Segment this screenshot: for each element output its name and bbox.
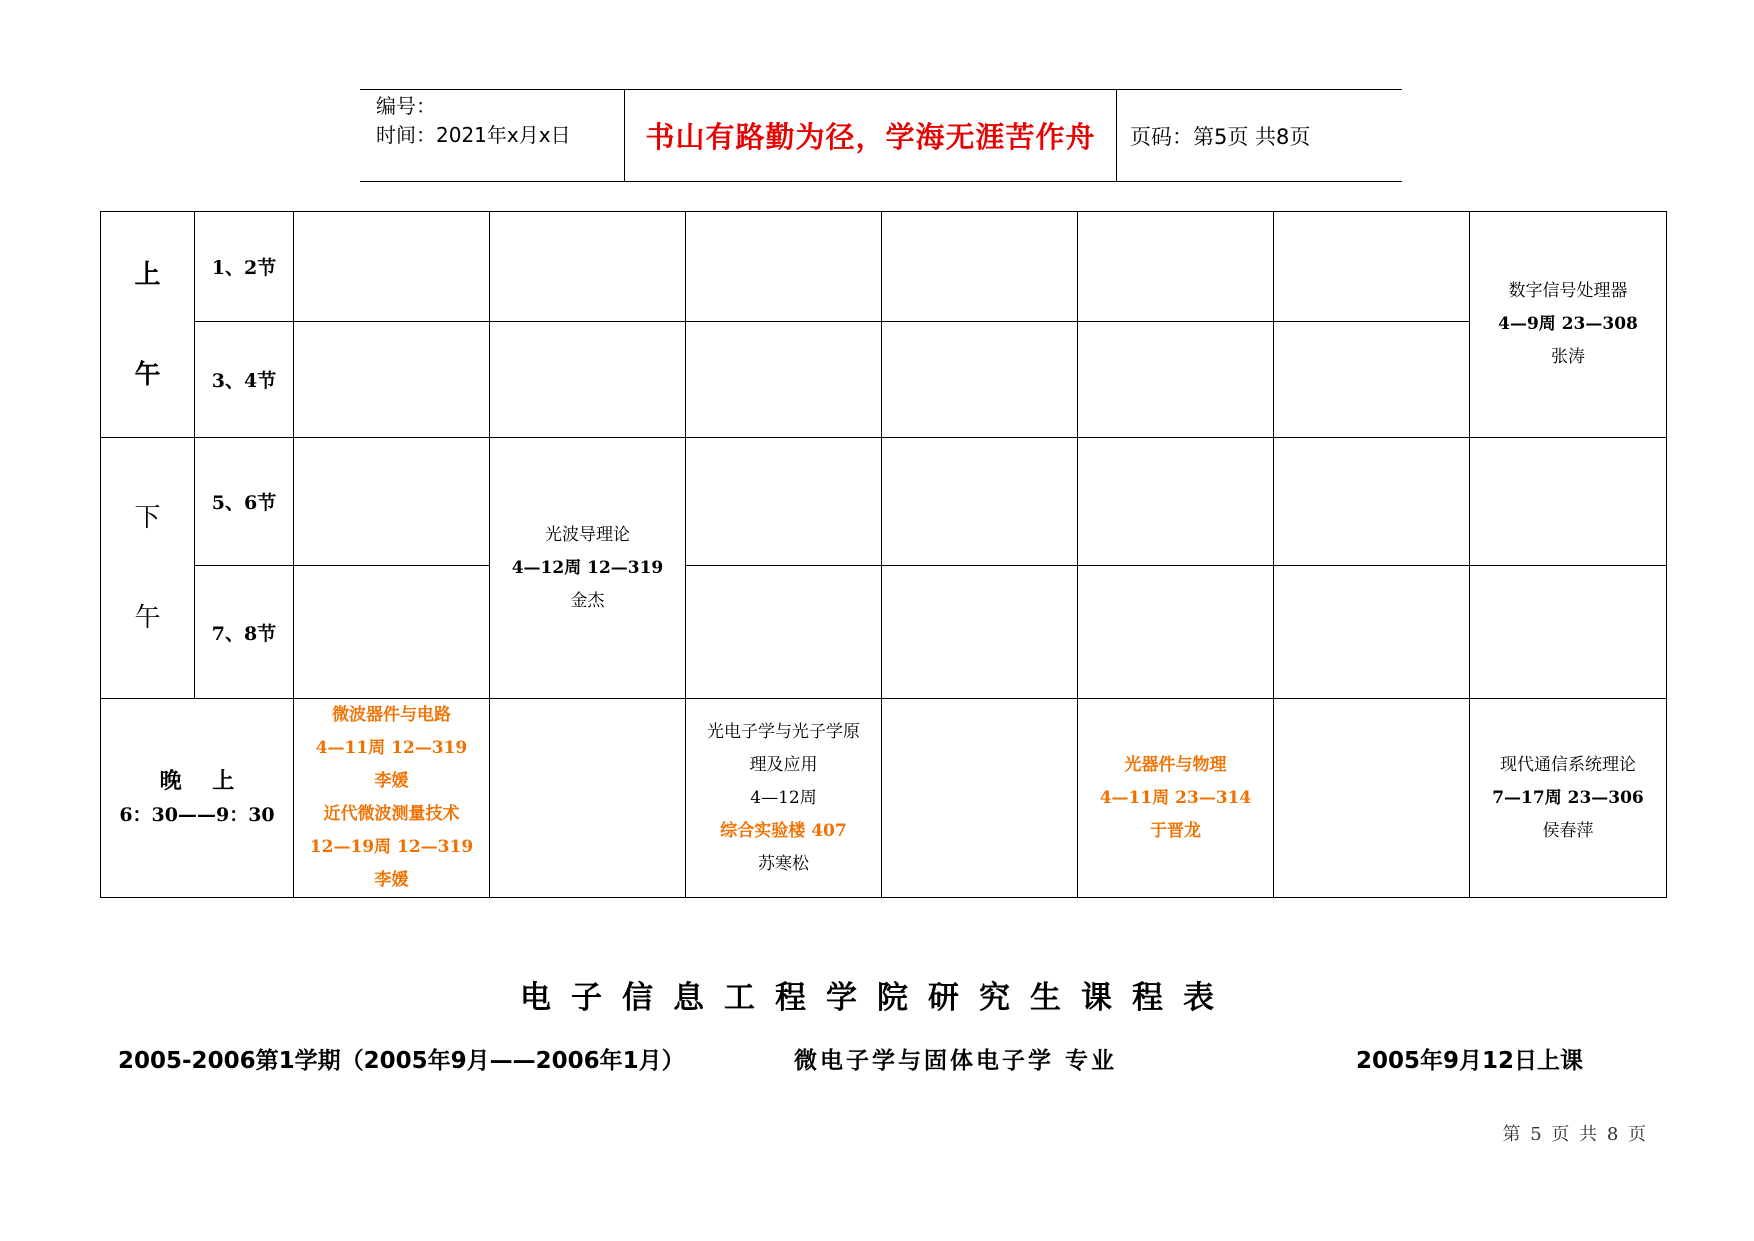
page-label: 页码：第5页 共8页 [1130, 124, 1311, 149]
cell [882, 322, 1078, 438]
cell [882, 212, 1078, 322]
cell [1078, 322, 1274, 438]
time-label: 时间：2021年x月x日 [376, 123, 571, 147]
morning-label: 上 午 [101, 212, 195, 438]
motto: 书山有路勤为径，学海无涯苦作舟 [625, 90, 1117, 181]
cell [1274, 212, 1470, 322]
course-photonics: 光电子学与光子学原 理及应用 4—12周 综合实验楼 407 苏寒松 [686, 699, 882, 898]
cell [1078, 212, 1274, 322]
slot-5-6: 5、6节 [195, 438, 294, 566]
cell [882, 566, 1078, 699]
cell [490, 322, 686, 438]
slot-3-4: 3、4节 [195, 322, 294, 438]
cell [1078, 438, 1274, 566]
slot-1-2: 1、2节 [195, 212, 294, 322]
semester-label: 2005-2006第1学期（2005年9月——2006年1月） [118, 1048, 685, 1074]
cell [1274, 322, 1470, 438]
evening-label: 晚 上 6：30——9：30 [101, 699, 294, 898]
schedule-table [100, 211, 1667, 898]
table-row [101, 438, 1667, 566]
table-row [101, 212, 1667, 322]
cell [1078, 566, 1274, 699]
course-optical-wave: 光波导理论 4—12周 12—319 金杰 [490, 438, 686, 699]
cell [1274, 699, 1470, 898]
cell [490, 212, 686, 322]
cell [686, 212, 882, 322]
page-footer: 第 5 页 共 8 页 [1502, 1124, 1648, 1145]
course-dsp: 数字信号处理器 4—9周 23—308 张涛 [1470, 212, 1667, 438]
cell [1274, 438, 1470, 566]
cell [686, 322, 882, 438]
cell [686, 438, 882, 566]
table-row [101, 566, 1667, 699]
cell [1470, 566, 1667, 699]
number-label: 编号： [376, 94, 436, 118]
course-comm: 现代通信系统理论 7—17周 23—306 侯春萍 [1470, 699, 1667, 898]
slot-7-8: 7、8节 [195, 566, 294, 699]
header-meta [360, 90, 625, 181]
schedule-title: 电子信息工程学院研究生课程表 [520, 980, 1234, 1016]
course-optical-devices: 光器件与物理 4—11周 23—314 于晋龙 [1078, 699, 1274, 898]
table-row [101, 699, 1667, 898]
major-label: 微电子学与固体电子学 专业 [794, 1048, 1118, 1074]
cell [294, 212, 490, 322]
afternoon-label: 下 午 [101, 438, 195, 699]
cell [1470, 438, 1667, 566]
cell [294, 566, 490, 699]
cell [882, 699, 1078, 898]
cell [882, 438, 1078, 566]
course-microwave: 微波器件与电路 4—11周 12—319 李媛 近代微波测量技术 12—19周 12—319 李媛 [294, 699, 490, 898]
page-header [360, 89, 1402, 182]
cell [294, 322, 490, 438]
start-date-label: 2005年9月12日上课 [1356, 1048, 1584, 1074]
cell [1274, 566, 1470, 699]
cell [490, 699, 686, 898]
cell [294, 438, 490, 566]
cell [686, 566, 882, 699]
table-row [101, 322, 1667, 438]
